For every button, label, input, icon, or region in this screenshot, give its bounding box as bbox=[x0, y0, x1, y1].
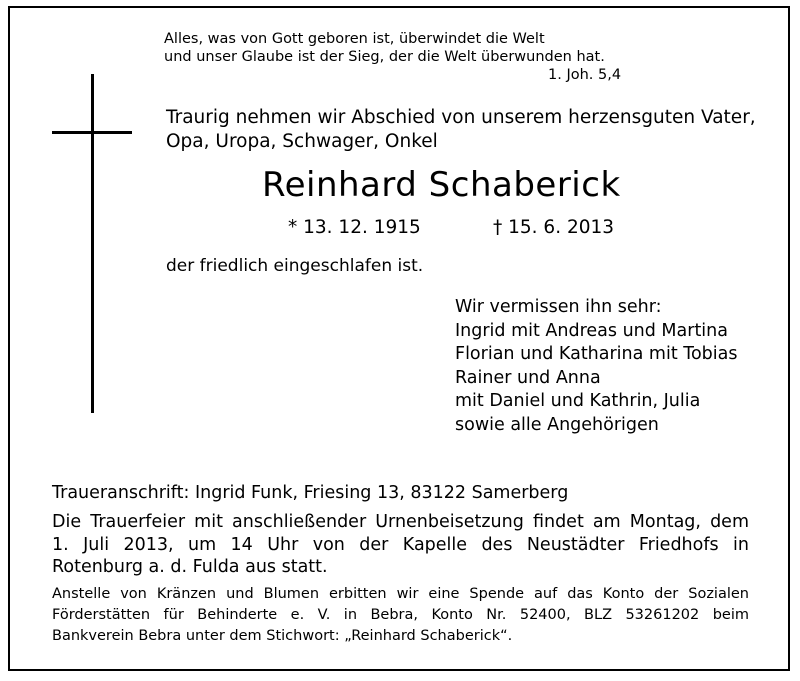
mourner-line: Rainer und Anna bbox=[455, 367, 601, 388]
donation-line: Anstelle von Kränzen und Blumen erbitten wir eine Spende auf das Konto der Sozialen bbox=[52, 586, 749, 602]
death-date: † 15. 6. 2013 bbox=[493, 217, 615, 238]
mourner-line: sowie alle Angehörigen bbox=[455, 414, 659, 435]
mourners-list bbox=[455, 296, 738, 437]
mourner-line: Florian und Katharina mit Tobias bbox=[455, 344, 738, 364]
donation-line: Bankverein Bebra unter dem Stichwort: „Reinhard Schaberick“. bbox=[52, 628, 513, 644]
mourning-address: Traueranschrift: Ingrid Funk, Friesing 13, 83122 Samerberg bbox=[52, 483, 569, 503]
mourner-line: mit Daniel und Kathrin, Julia bbox=[455, 391, 701, 411]
mourner-line: Ingrid mit Andreas und Martina bbox=[455, 320, 728, 341]
donation-line: Förderstätten für Behinderte e. V. in Bebra, Konto Nr. 52400, BLZ 53261202 beim bbox=[52, 607, 749, 623]
birth-date: * 13. 12. 1915 bbox=[288, 217, 421, 238]
ceremony-line: Die Trauerfeier mit anschließender Urnenbeisetzung findet am Montag, dem bbox=[52, 512, 749, 532]
ceremony-line: 1. Juli 2013, um 14 Uhr von der Kapelle des Neustädter Friedhofs in bbox=[52, 534, 749, 555]
mourners-heading: Wir vermissen ihn sehr: bbox=[455, 297, 662, 317]
quote-line: und unser Glaube ist der Sieg, der die Welt überwunden hat. bbox=[164, 49, 605, 65]
quote-line: Alles, was von Gott geboren ist, überwindet die Welt bbox=[164, 31, 545, 47]
ceremony-info bbox=[52, 511, 749, 579]
donation-info bbox=[52, 584, 749, 647]
bible-quote bbox=[164, 30, 605, 66]
quote-reference: 1. Joh. 5,4 bbox=[548, 67, 622, 83]
intro-line: Opa, Uropa, Schwager, Onkel bbox=[166, 131, 438, 152]
intro-text bbox=[166, 106, 756, 154]
intro-line: Traurig nehmen wir Abschied von unserem herzensguten Vater, bbox=[166, 107, 756, 128]
cross-vertical-bar bbox=[91, 74, 94, 413]
deceased-name: Reinhard Schaberick bbox=[262, 165, 621, 205]
passed-text: der friedlich eingeschlafen ist. bbox=[166, 256, 424, 276]
ceremony-line: Rotenburg a. d. Fulda aus statt. bbox=[52, 557, 328, 577]
cross-horizontal-bar bbox=[52, 131, 132, 134]
